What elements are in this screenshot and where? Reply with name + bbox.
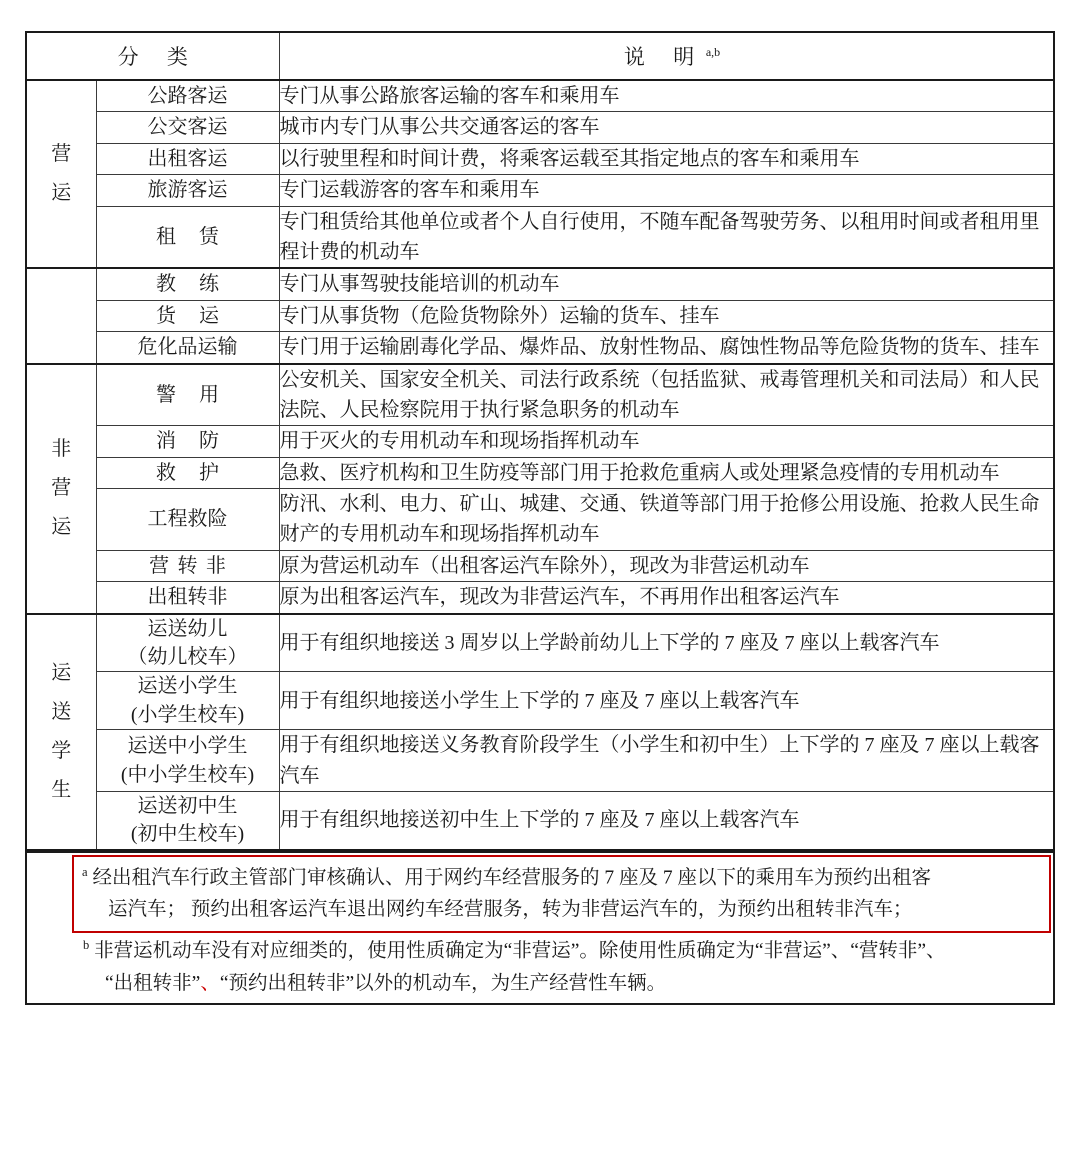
subcategory-label-line2: （幼儿校车）: [127, 646, 248, 669]
subcategory-label: 营转非: [149, 554, 235, 577]
group-label-cell: [26, 364, 96, 614]
subcategory-cell: [96, 791, 279, 849]
subcategory-label: 租赁: [156, 225, 242, 248]
subcategory-label: 出租转非: [147, 586, 228, 609]
group-label-char: 送: [51, 700, 72, 723]
subcategory-cell: [96, 300, 279, 331]
description-cell: 用于有组织地接送义务教育阶段学生（小学生和初中生）上下学的 7 座及 7 座以上载客汽车: [279, 730, 1054, 792]
header-category-label: 分 类: [117, 45, 200, 69]
subcategory-cell: [96, 268, 279, 300]
subcategory-cell: [96, 332, 279, 364]
description-cell: 用于有组织地接送初中生上下学的 7 座及 7 座以上载客汽车: [279, 791, 1054, 849]
description-cell: 专门从事公路旅客运输的客车和乘用车: [279, 80, 1054, 112]
subcategory-cell: [96, 112, 279, 143]
footnote-b-marker: b: [83, 938, 90, 953]
footnote-b-line1: 非营运机动车没有对应细类的，使用性质确定为“非营运”。除使用性质确定为“非营运”、“营转非”、: [94, 940, 946, 962]
description-cell: 专门租赁给其他单位或者个人自行使用，不随车配备驾驶劳务、以租用时间或者租用里程计费的机动车: [279, 206, 1054, 268]
subcategory-label-line2: (小学生校车): [130, 703, 245, 726]
table-row: [26, 457, 1054, 488]
subcategory-cell: [96, 175, 279, 206]
footnote-b-line2: [83, 968, 1041, 1000]
description-cell: 城市内专门从事公共交通客运的客车: [279, 112, 1054, 143]
subcategory-label-line2: (中小学生校车): [120, 763, 255, 786]
footnote-a-marker: a: [82, 864, 88, 879]
group-label-char: 运: [51, 182, 72, 205]
subcategory-label: 运送小学生: [137, 675, 238, 698]
description-cell: 防汛、水利、电力、矿山、城建、交通、铁道等部门用于抢修公用设施、抢救人民生命财产的专用机动车和现场指挥机动车: [279, 489, 1054, 551]
subcategory-cell: [96, 206, 279, 268]
subcategory-label: 公交客运: [147, 116, 228, 139]
classification-table-page: [25, 31, 1055, 1005]
subcategory-cell: [96, 80, 279, 112]
subcategory-cell: [96, 550, 279, 581]
subcategory-label: 运送中小学生: [127, 735, 248, 758]
header-description-label: 说 明: [623, 45, 706, 69]
group-label-char: 运: [51, 516, 72, 539]
footnote-a-line2: 运汽车； 预约出租客运汽车退出网约车经营服务，转为非营运汽车的，为预约出租转非汽车；: [108, 898, 913, 920]
table-row: [26, 730, 1054, 792]
group-label-char: 生: [51, 778, 72, 801]
group-label-cell: [26, 614, 96, 850]
header-description-footnote-ref: a,b: [705, 45, 721, 59]
description-cell: 用于有组织地接送小学生上下学的 7 座及 7 座以上载客汽车: [279, 672, 1054, 730]
subcategory-cell: [96, 672, 279, 730]
group-label-char: 营: [51, 143, 72, 166]
table-row: [26, 791, 1054, 849]
subcategory-label-line2: (初中生校车): [130, 823, 245, 846]
description-cell: 原为营运机动车（出租客运汽车除外），现改为非营运机动车: [279, 550, 1054, 581]
description-cell: 专门从事驾驶技能培训的机动车: [279, 268, 1054, 300]
subcategory-cell: [96, 489, 279, 551]
table-row: [26, 175, 1054, 206]
group-label-char: 学: [51, 739, 72, 762]
table-row: [26, 550, 1054, 581]
footnote-b: [27, 933, 1053, 1003]
subcategory-cell: [96, 457, 279, 488]
table-footnotes: [25, 851, 1055, 1005]
subcategory-cell: [96, 730, 279, 792]
table-row: [26, 489, 1054, 551]
subcategory-cell: [96, 426, 279, 457]
group-label-char: 非: [51, 438, 72, 461]
table-row: [26, 426, 1054, 457]
table-row: [26, 80, 1054, 112]
subcategory-cell: [96, 614, 279, 672]
group-label-cell: [26, 268, 96, 363]
description-cell: 用于有组织地接送 3 周岁以上学龄前幼儿上下学的 7 座及 7 座以上载客汽车: [279, 614, 1054, 672]
subcategory-cell: [96, 582, 279, 614]
description-cell: 专门从事货物（危险货物除外）运输的货车、挂车: [279, 300, 1054, 331]
table-row: [26, 268, 1054, 300]
subcategory-label: 出租客运: [147, 147, 228, 170]
description-cell: 急救、医疗机构和卫生防疫等部门用于抢救危重病人或处理紧急疫情的专用机动车: [279, 457, 1054, 488]
table-row: [26, 300, 1054, 331]
description-cell: 公安机关、国家安全机关、司法行政系统（包括监狱、戒毒管理机关和司法局）和人民法院、人民检察院用于执行紧急职务的机动车: [279, 364, 1054, 426]
group-label-char: 运: [51, 661, 72, 684]
subcategory-label: 消防: [156, 430, 242, 453]
footnote-a: [72, 855, 1051, 934]
table-row: [26, 364, 1054, 426]
subcategory-label: 运送初中生: [137, 794, 238, 817]
group-label-char: 营: [51, 477, 72, 500]
table-row: [26, 206, 1054, 268]
table-row: [26, 143, 1054, 174]
vehicle-usage-classification-table: [25, 31, 1055, 851]
subcategory-cell: [96, 364, 279, 426]
description-cell: 专门用于运输剧毒化学品、爆炸品、放射性物品、腐蚀性物品等危险货物的货车、挂车: [279, 332, 1054, 364]
table-row: [26, 672, 1054, 730]
header-category: [26, 32, 279, 80]
subcategory-label: 公路客运: [147, 85, 228, 107]
subcategory-label: 危化品运输: [137, 336, 238, 359]
subcategory-label: 工程救险: [147, 508, 228, 531]
description-cell: 原为出租客运汽车，现改为非营运汽车，不再用作出租客运汽车: [279, 582, 1054, 614]
footnote-b-line2-part1: “出租转非”: [105, 972, 201, 994]
table-row: [26, 112, 1054, 143]
subcategory-cell: [96, 143, 279, 174]
table-row: [26, 582, 1054, 614]
header-description: [279, 32, 1054, 80]
group-label-cell: [26, 80, 96, 268]
footnote-a-line1: 经出租汽车行政主管部门审核确认、用于网约车经营服务的 7 座及 7 座以下的乘用车为预约出租客: [92, 867, 931, 889]
description-cell: 以行驶里程和时间计费，将乘客运载至其指定地点的客车和乘用车: [279, 143, 1054, 174]
subcategory-label: 警用: [156, 383, 242, 406]
footnote-b-line2-part2: “预约出租转非”以外的机动车，为生产经营性车辆。: [219, 972, 667, 994]
table-row: [26, 332, 1054, 364]
description-cell: 用于灭火的专用机动车和现场指挥机动车: [279, 426, 1054, 457]
subcategory-label: 救护: [156, 461, 242, 484]
subcategory-label: 旅游客运: [147, 179, 228, 202]
table-header-row: [26, 32, 1054, 80]
subcategory-label: 教练: [156, 273, 242, 296]
footnote-b-red-separator: 、: [200, 972, 220, 994]
subcategory-label: 货运: [156, 304, 242, 327]
table-row: [26, 614, 1054, 672]
description-cell: 专门运载游客的客车和乘用车: [279, 175, 1054, 206]
subcategory-label: 运送幼儿: [147, 617, 228, 640]
